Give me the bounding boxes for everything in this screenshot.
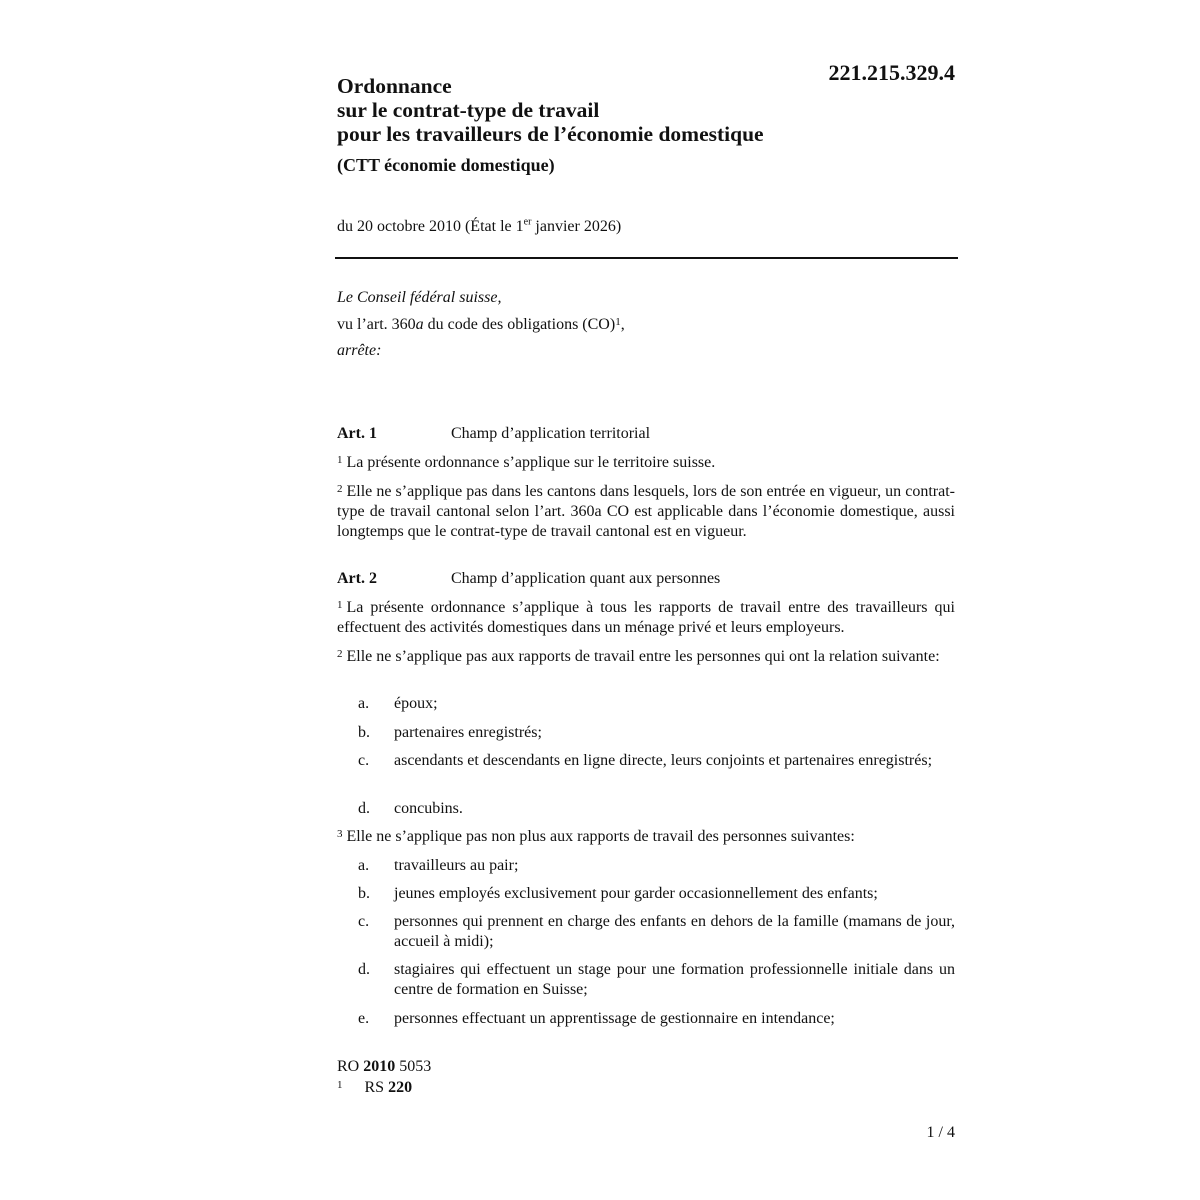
footnote	[337, 1078, 412, 1098]
document-title	[337, 74, 764, 146]
list-letter: a.	[358, 857, 370, 874]
basis-end: ,	[620, 316, 625, 333]
list-item	[358, 751, 955, 771]
footnote-number: 1	[337, 1079, 343, 1091]
list-item	[358, 960, 955, 1000]
footnote-ref[interactable]: 1	[615, 316, 621, 328]
title-line: sur le contrat-type de travail	[337, 98, 600, 122]
basis-text: vu l’art. 360	[337, 316, 416, 333]
paragraph-text: Elle ne s’applique pas dans les cantons dans lesquels, lors de son entrée en vigueur, un contrat-type de travail cantonal selon l’art. 360a CO est applicable dans l’économie domestique, aussi longtemps que le contrat-type de travail cantonal est en vigueur.	[337, 483, 955, 540]
ro-reference	[337, 1057, 431, 1077]
list-item	[358, 723, 955, 743]
article-label: Art. 2	[337, 570, 377, 587]
list-text: époux;	[394, 695, 438, 712]
paragraph	[337, 647, 955, 667]
list-text: jeunes employés exclusivement pour garder occasionnellement des enfants;	[394, 885, 878, 902]
paragraph-text: Elle ne s’applique pas non plus aux rapports de travail des personnes suivantes:	[346, 828, 855, 845]
ro-year: 2010	[363, 1058, 396, 1075]
date-suffix: janvier 2026)	[531, 218, 622, 235]
list-letter: c.	[358, 752, 370, 769]
paragraph-number: 1	[337, 454, 343, 466]
list-item	[358, 884, 955, 904]
list-letter: d.	[358, 800, 370, 817]
title-line: Ordonnance	[337, 74, 452, 98]
paragraph-number: 1	[337, 599, 343, 611]
paragraph	[337, 482, 955, 542]
footnote-ref-link[interactable]: 220	[388, 1079, 413, 1096]
list-letter: a.	[358, 695, 370, 712]
paragraph	[337, 453, 955, 473]
list-text: travailleurs au pair;	[394, 857, 519, 874]
paragraph	[337, 827, 955, 847]
list-item	[358, 1009, 955, 1029]
article-label: Art. 1	[337, 425, 377, 442]
article-title: Champ d’application quant aux personnes	[451, 570, 721, 587]
ro-prefix: RO	[337, 1058, 364, 1075]
paragraph-text: La présente ordonnance s’applique sur le territoire suisse.	[346, 454, 716, 471]
list-item	[358, 912, 955, 952]
header-divider	[335, 257, 958, 259]
list-text: concubins.	[394, 800, 463, 817]
list-letter: b.	[358, 724, 370, 741]
list-text: ascendants et descendants en ligne directe, leurs conjoints et partenaires enregistrés;	[394, 752, 933, 769]
footnote-prefix: RS	[364, 1079, 389, 1096]
article-title: Champ d’application territorial	[451, 425, 651, 442]
preamble-decree: arrête:	[337, 342, 382, 359]
article-heading	[337, 424, 650, 444]
list-text: personnes effectuant un apprentissage de gestionnaire en intendance;	[394, 1010, 835, 1027]
preamble-authority: Le Conseil fédéral suisse,	[337, 289, 502, 306]
list-item	[358, 694, 955, 714]
paragraph-number: 3	[337, 828, 343, 840]
article-heading	[337, 569, 720, 589]
paragraph-number: 2	[337, 648, 343, 660]
paragraph-number: 2	[337, 483, 343, 495]
basis-letter: a	[415, 316, 424, 333]
title-line: pour les travailleurs de l’économie domestique	[337, 122, 764, 146]
list-letter: d.	[358, 961, 370, 978]
date-line	[337, 217, 621, 237]
preamble-basis	[337, 315, 955, 335]
list-letter: e.	[358, 1010, 370, 1027]
list-letter: b.	[358, 885, 370, 902]
list-text: stagiaires qui effectuent un stage pour une formation professionnelle initiale dans un centre de formation en Suisse;	[394, 961, 955, 998]
sr-number: 221.215.329.4	[828, 60, 955, 85]
list-text: personnes qui prennent en charge des enfants en dehors de la famille (mamans de jour, accueil à midi);	[394, 913, 955, 950]
list-letter: c.	[358, 913, 370, 930]
paragraph-text: Elle ne s’applique pas aux rapports de travail entre les personnes qui ont la relation suivante:	[346, 648, 940, 665]
list-text: partenaires enregistrés;	[394, 724, 542, 741]
basis-text: du code des obligations (CO)	[423, 316, 616, 333]
ro-page: 5053	[395, 1058, 432, 1075]
paragraph	[337, 598, 955, 638]
list-item	[358, 856, 955, 876]
list-item	[358, 799, 955, 819]
paragraph-text: La présente ordonnance s’applique à tous les rapports de travail entre des travailleurs qui effectuent des activités domestiques dans un ménage privé et leurs employeurs.	[337, 599, 955, 636]
date-prefix: du 20 octobre 2010 (État le 1	[337, 218, 524, 235]
date-sup: er	[523, 216, 532, 228]
page-number: 1 / 4	[926, 1124, 955, 1141]
short-title: (CTT économie domestique)	[337, 155, 555, 175]
